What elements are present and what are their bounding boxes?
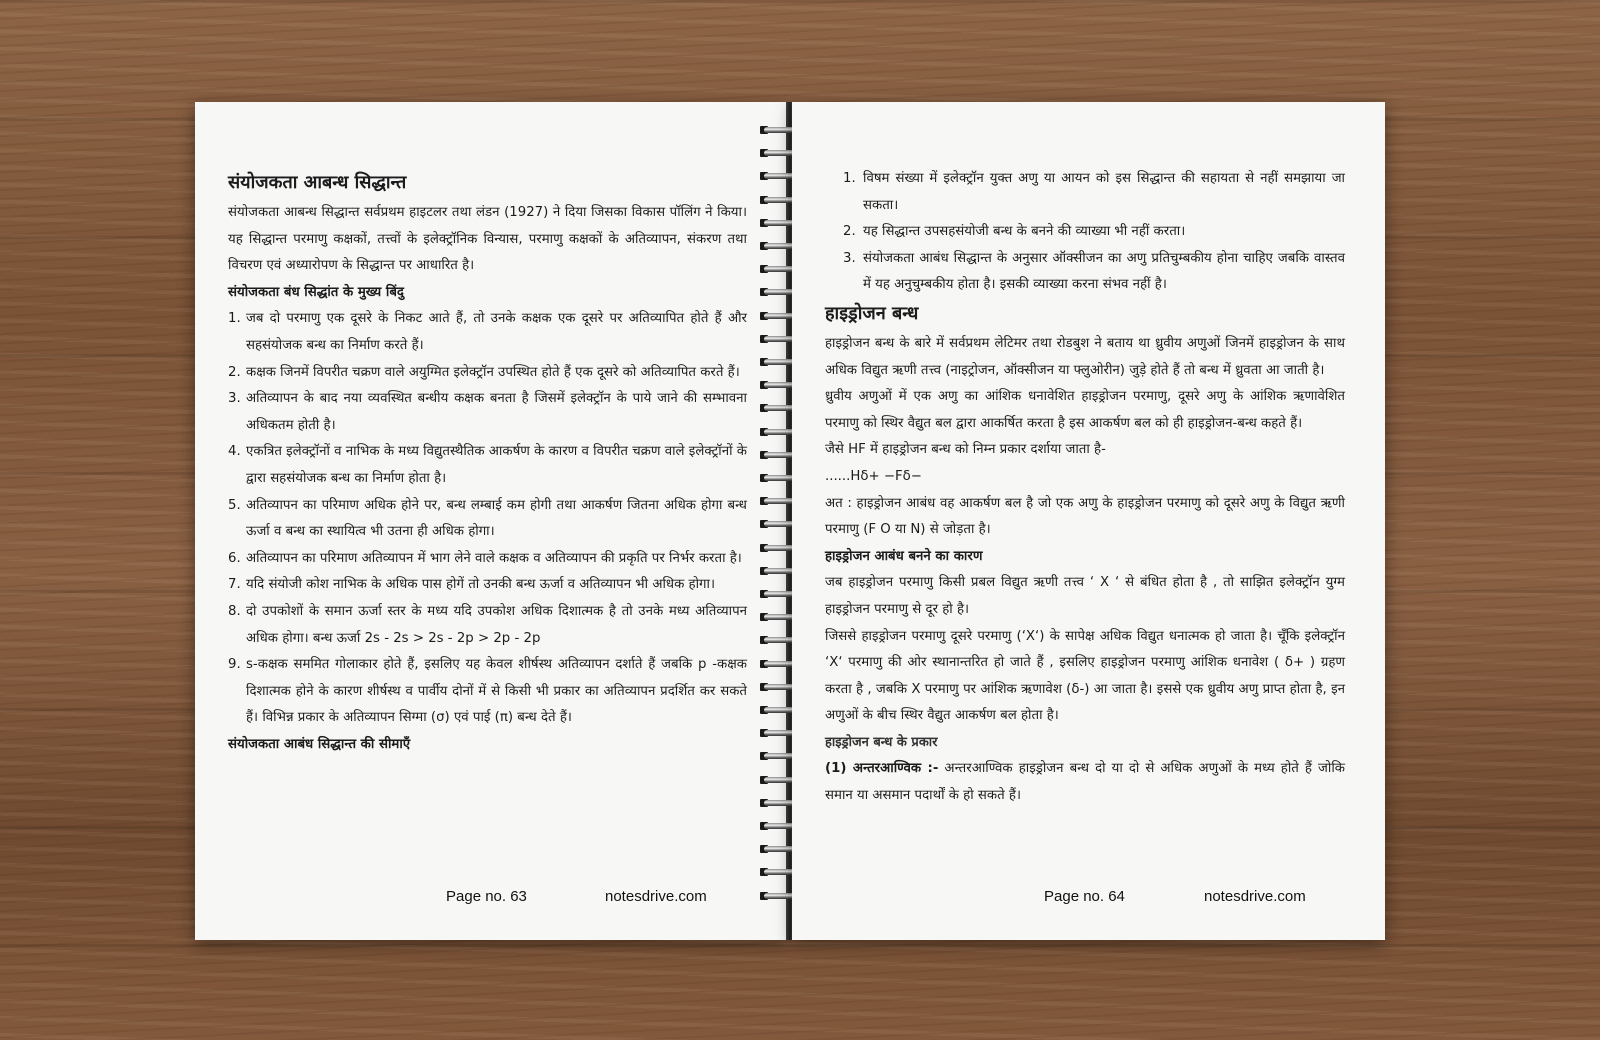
paragraph: हाइड्रोजन बन्ध के बारे में सर्वप्रथम लेटिमर तथा रोडबुश ने बताय था ध्रुवीय अणुओं जिनमें हाइड्रोजन के साथ अधिक विद्युत ऋणी तत्त्व (नाइट्रोजन, ऑक्सीजन या फ्लुओरीन) जुड़े होते हैं तो बन्ध में ध्रुवता आ जाती है।	[825, 335, 1345, 378]
limitations-list	[825, 166, 1345, 299]
site-label: notesdrive.com	[1204, 888, 1306, 905]
paragraph: जैसे HF में हाइड्रोजन बन्ध को निम्न प्रकार दर्शाया जाता है-	[825, 442, 1106, 458]
section-heading-cause: हाइड्रोजन आबंध बनने का कारण	[825, 548, 983, 564]
paragraph	[825, 756, 1345, 809]
right-page-content	[825, 166, 1345, 810]
site-label: notesdrive.com	[605, 888, 707, 905]
main-points-list	[228, 306, 747, 732]
paragraph: जिससे हाइड्रोजन परमाणु दूसरे परमाणु (‘X‘) के सापेक्ष अधिक विद्युत धनात्मक हो जाता है। चूँकि इलेक्ट्रॉन ‘X‘ परमाणु की ओर स्थानान्तरित हो जाते हैं , इसलिए हाइड्रोजन परमाणु आंशिक धनावेश ( δ+ ) ग्रहण करता है , जबकि X परमाणु पर आंशिक ऋणावेश (δ-) आ जाता है। इससे एक ध्रुवीय अणु प्राप्त होता है, इन अणुओं के बीच स्थिर वैद्युत आकर्षण बल होता है।	[825, 628, 1345, 724]
left-page-content	[228, 168, 747, 758]
list-item: 8. दो उपकोशों के समान ऊर्जा स्तर के मध्य यदि उपकोश अधिक दिशात्मक है तो उनके मध्य अतिव्यापन अधिक होगा। बन्ध ऊर्जा 2s - 2s > 2s - 2p > 2p - 2p	[228, 603, 747, 646]
formula: ......Hδ+ −Fδ−	[825, 468, 922, 484]
hydrogen-bond-title: हाइड्रोजन बन्ध	[825, 302, 919, 324]
list-item: 6. अतिव्यापन का परिमाण अतिव्यापन में भाग लेने वाले कक्षक व अतिव्यापन की प्रकृति पर निर्भर करता है।	[228, 550, 742, 566]
paragraph: अत : हाइड्रोजन आबंध वह आकर्षण बल है जो एक अणु के हाइड्रोजन परमाणु को दूसरे अणु के विद्युत ऋणी परमाणु (F O या N) से जोड़ता है।	[825, 495, 1345, 538]
list-item: 2. यह सिद्धान्त उपसहसंयोजी बन्ध के बनने की व्याख्या भी नहीं करता।	[843, 224, 1186, 240]
intro-paragraph: संयोजकता आबन्ध सिद्धान्त सर्वप्रथम हाइटलर तथा लंडन (1927) ने दिया जिसका विकास पॉलिंग ने किया। यह सिद्धान्त परमाणु कक्षकों, तत्त्वों के इलेक्ट्रॉनिक विन्यास, परमाणु कक्षकों के अतिव्यापन, संकरण तथा विचरण एवं अध्यारोपण के सिद्धान्त पर आधारित है।	[228, 205, 747, 274]
left-notebook-page	[195, 102, 787, 940]
list-item: 7. यदि संयोजी कोश नाभिक के अधिक पास होगें तो उनकी बन्ध ऊर्जा व अतिव्यापन भी अधिक होगा।	[228, 577, 716, 593]
list-item: 1. जब दो परमाणु एक दूसरे के निकट आते हैं, तो उनके कक्षक एक दूसरे पर अतिव्यापित होते हैं और सहसंयोजक बन्ध का निर्माण करते हैं।	[228, 311, 747, 353]
type-text: अन्तरआण्विक हाइड्रोजन बन्ध दो या दो से अधिक अणुओं के मध्य होते हैं जोकि समान या असमान पदार्थों के हो सकते हैं।	[825, 761, 1346, 804]
paragraph: ध्रुवीय अणुओं में एक अणु का आंशिक धनावेशित हाइड्रोजन परमाणु, दूसरे अणु के आंशिक ऋणावेशित परमाणु को स्थिर वैद्युत बल द्वारा आकर्षित करता है इस आकर्षण बल को ही हाइड्रोजन-बन्ध कहते हैं।	[825, 389, 1345, 431]
list-item: 3. संयोजकता आबंध सिद्धान्त के अनुसार ऑक्सीजन का अणु प्रतिचुम्बकीय होना चाहिए जबकि वास्तव में यह अनुचुम्बकीय होता है। इसकी व्याख्या करना संभव नहीं है।	[843, 250, 1345, 293]
list-item: 9. s-कक्षक सममित गोलाकार होते हैं, इसलिए यह केवल शीर्षस्थ अतिव्यापन दर्शाते हैं जबकि p -कक्षक दिशात्मक होने के कारण शीर्षस्थ व पार्वीय दोनों में से किसी भी प्रकार का अतिव्यापन प्रदर्शित कर सकते हैं। विभिन्न प्रकार के अतिव्यापन सिग्मा (σ) एवं पाई (π) बन्ध देते हैं।	[228, 657, 747, 726]
section-heading-limitations: संयोजकता आबंध सिद्धान्त की सीमाएँ	[228, 736, 411, 752]
type-label: (1) अन्तरआण्विक :-	[825, 761, 939, 777]
page-title: संयोजकता आबन्ध सिद्धान्त	[228, 172, 407, 193]
list-item: 5. अतिव्यापन का परिमाण अधिक होने पर, बन्ध लम्बाई कम होगी तथा आकर्षण जितना अधिक होगा बन्ध ऊर्जा व बन्ध का स्थायित्व भी उतना ही अधिक होगा।	[228, 497, 747, 540]
paragraph: जब हाइड्रोजन परमाणु किसी प्रबल विद्युत ऋणी तत्त्व ‘ X ‘ से बंधित होता है , तो साझित इलेक्ट्रॉन युग्म हाइड्रोजन परमाणु से दूर हो है।	[825, 575, 1345, 617]
list-item: 1. विषम संख्या में इलेक्ट्रॉन युक्त अणु या आयन को इस सिद्धान्त की सहायता से नहीं समझाया जा सकता।	[843, 171, 1345, 213]
page-number: Page no. 63	[446, 888, 527, 905]
list-item: 3. अतिव्यापन के बाद नया व्यवस्थित बन्धीय कक्षक बनता है जिसमें इलेक्ट्रॉन के पाये जाने की सम्भावना अधिकतम होती है।	[228, 391, 747, 433]
section-heading-main-points: संयोजकता बंध सिद्धांत के मुख्य बिंदु	[228, 284, 404, 300]
section-heading-types: हाइड्रोजन बन्ध के प्रकार	[825, 734, 938, 750]
list-item: 2. कक्षक जिनमें विपरीत चक्रण वाले अयुग्मित इलेक्ट्रॉन उपस्थित होते हैं एक दूसरे को अतिव्यापित करते हैं।	[228, 364, 740, 380]
list-item: 4. एकत्रित इलेक्ट्रॉनों व नाभिक के मध्य विद्युतस्थैतिक आकर्षण के कारण व विपरीत चक्रण वाले इलेक्ट्रॉनों के द्वारा सहसंयोजक बन्ध का निर्माण होता है।	[228, 444, 747, 486]
right-notebook-page	[792, 102, 1385, 940]
page-number: Page no. 64	[1044, 888, 1125, 905]
